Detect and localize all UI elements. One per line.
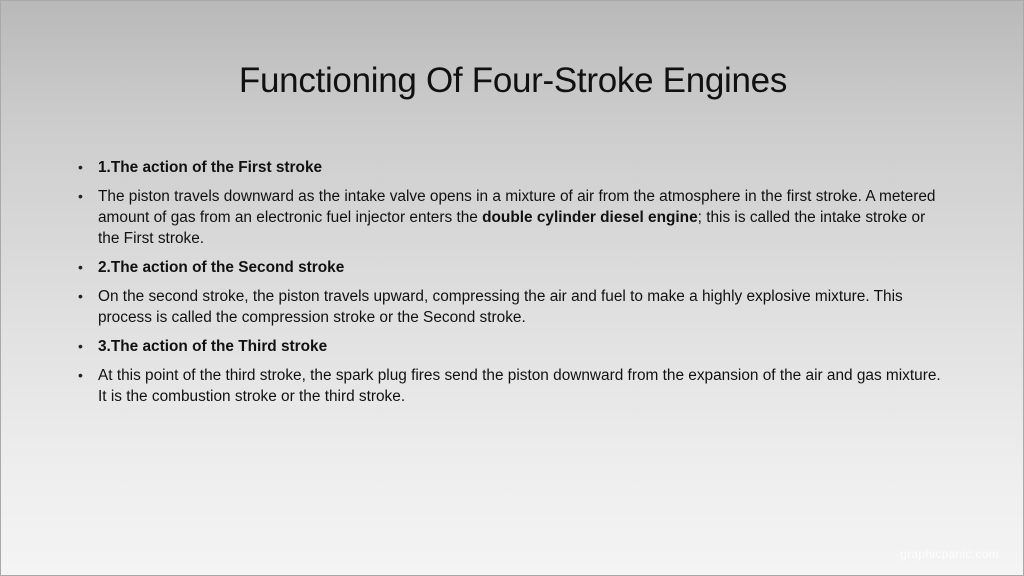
list-item-third-stroke-heading [78, 336, 948, 357]
bullet-text: 2.The action of the Second stroke [98, 259, 345, 276]
list-item-first-stroke-heading [78, 157, 948, 178]
list-item-second-stroke-heading [78, 257, 948, 278]
bullet-text: 1.The action of the First stroke [98, 159, 323, 176]
bullet-text: At this point of the third stroke, the spark plug fires send the piston downward from the expansion of the air and gas mixture. It is the combustion stroke or the third stroke. [98, 367, 941, 405]
watermark: graphicpanic.com [900, 547, 999, 561]
slide-title: Functioning Of Four-Stroke Engines [238, 61, 788, 100]
bullet-text-part: ; this is called the intake stroke or the First stroke. [98, 209, 926, 247]
bullet-icon: • [78, 159, 83, 175]
bullet-icon: • [78, 288, 83, 304]
bullet-icon: • [78, 367, 83, 383]
list-item-third-stroke-description [78, 365, 948, 407]
bold-term: double cylinder diesel engine [482, 209, 698, 226]
bullet-list [78, 157, 948, 415]
bullet-text: 3.The action of the Third stroke [98, 338, 328, 355]
bullet-icon: • [78, 188, 83, 204]
bullet-text [98, 188, 936, 247]
bullet-text: On the second stroke, the piston travels upward, compressing the air and fuel to make a highly explosive mixture. This process is called the compression stroke or the Second stroke. [98, 288, 903, 326]
list-item-first-stroke-description [78, 186, 948, 249]
bullet-icon: • [78, 259, 83, 275]
bullet-icon: • [78, 338, 83, 354]
list-item-second-stroke-description [78, 286, 948, 328]
bullet-text-part: The piston travels downward as the intake valve opens in a mixture of air from the atmosphere in the first stroke. A metered amount of gas from an electronic fuel injector enters the [98, 188, 936, 226]
